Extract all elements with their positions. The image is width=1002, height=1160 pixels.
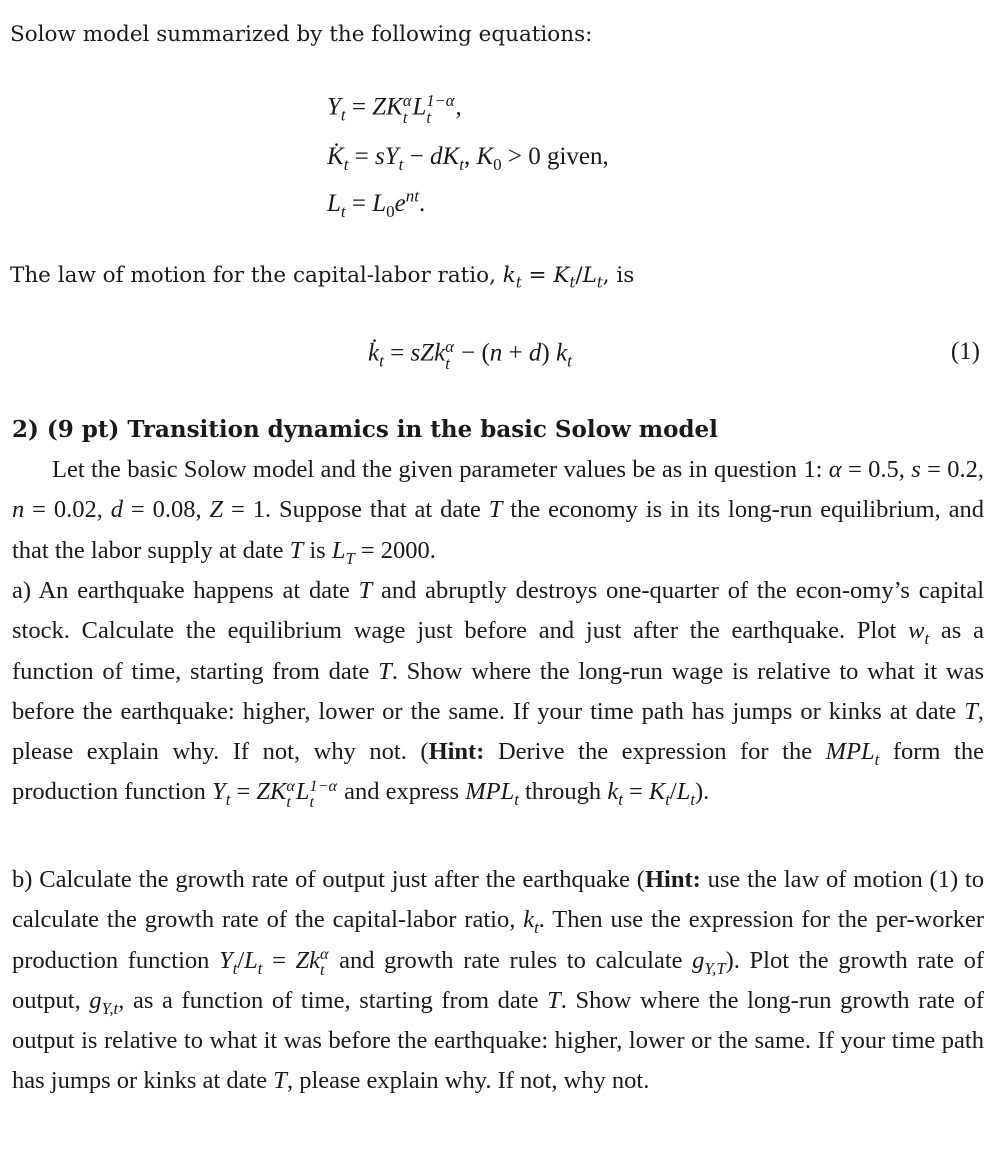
law-of-motion-text: The law of motion for the capital-labor ratio, $k_t = K_t/L_t$, is xyxy=(10,263,635,292)
law-of-motion-equation: $k̇_t$ = sZk α t − (n + d) $k_t$ xyxy=(368,337,572,373)
part-b-paragraph: b) Calculate the growth rate of output just after the earthquake (Hint: use the law of motion (1) to calculate the growth rate of the capital-labor ratio, $k_t$. Then use the expression for the per-worker production function $Y_t/L_t = Zk$ α t and growth rate rules to calculate $g_{Y,T}$). Plot the growth rate of output, $g_{Y,t}$, as a function of time, starting from date T. Show where the long-run growth rate of output is relative to what it was before the earthquake: higher, lower or the same. If your time path has jumps or kinks at date T, please explain why. If not, why not. xyxy=(12,866,984,1095)
question-intro-paragraph: Let the basic Solow model and the given parameter values be as in question 1: α = 0.5, s = 0.2, n = 0.02, d = 0.08, Z = 1. Suppose that at date T the economy is in its long-run equilibrium, and that the labor supply at date T is $L_T = 2000$. xyxy=(12,456,984,568)
equation-production: $Y_t$ = ZK α t L 1−α t , xyxy=(327,91,462,127)
equation-capital-accumulation: $K̇_t = sY_t - dK_t$, $K_0 > 0$ given, xyxy=(327,143,609,174)
intro-text: Solow model summarized by the following equations: xyxy=(10,22,593,47)
equation-number: (1) xyxy=(950,338,980,365)
section-heading: 2) (9 pt) Transition dynamics in the basic Solow model xyxy=(12,416,718,443)
equation-labor: $L_t = L_0e^{nt}$. xyxy=(327,186,426,221)
part-a-paragraph: a) An earthquake happens at date T and abruptly destroys one-quarter of the econ-omy’s capital stock. Calculate the equilibrium wage just before and just after the earthquake. Plot $w_t$ as a function of time, starting from date T. Show where the long-run wage is relative to what it was before the earthquake: higher, lower or the same. If your time path has jumps or kinks at date T, please explain why. If not, why not. (Hint: Derive the expression for the $MPL_t$ form the production function $Y_t$ = ZK α t L 1−α t and express $MPL_t$ through $k_t = K_t/L_t$). xyxy=(12,577,984,812)
